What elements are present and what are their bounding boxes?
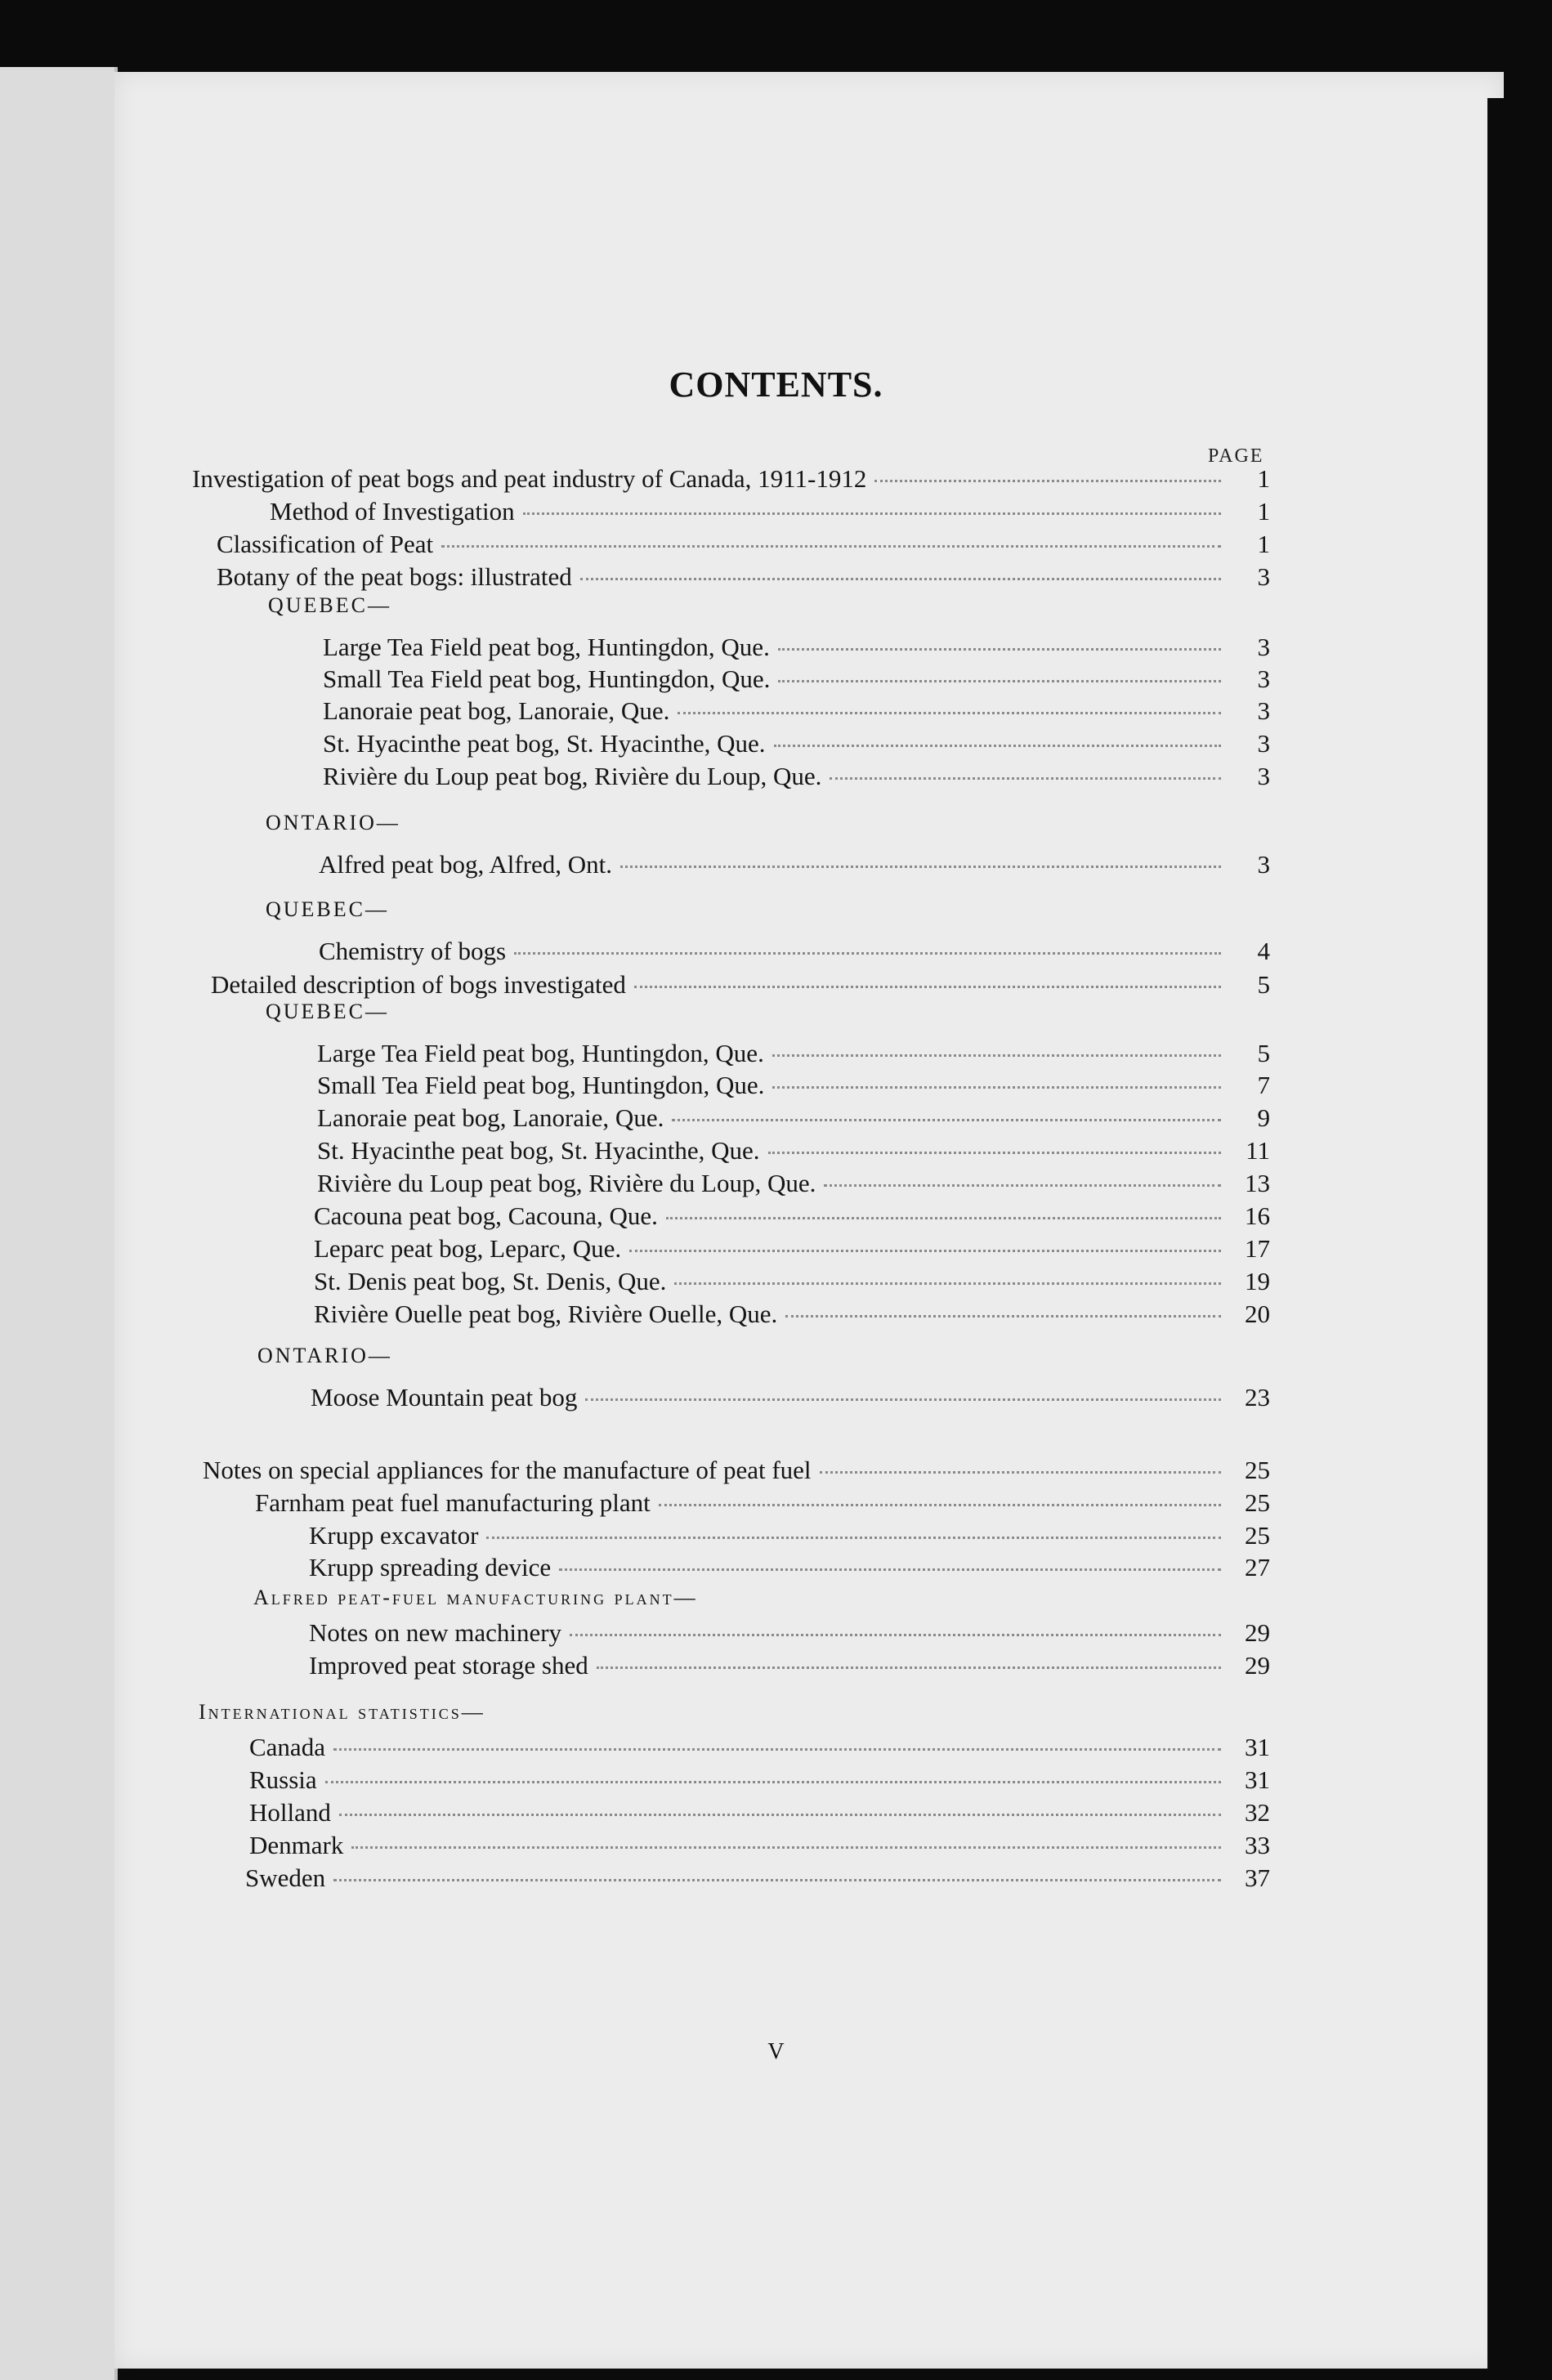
dot-leader (333, 1748, 1221, 1751)
toc-entry-page: 4 (1257, 937, 1270, 965)
dot-leader (523, 512, 1221, 515)
dot-leader (874, 480, 1221, 482)
dot-leader (629, 1250, 1221, 1252)
toc-entry-page: 1 (1257, 464, 1270, 493)
toc-entry (323, 696, 1270, 729)
toc-entry (309, 1553, 1270, 1586)
toc-entry-title: Rivière Ouelle peat bog, Rivière Ouelle, Que. (314, 1300, 778, 1328)
dot-leader (585, 1398, 1221, 1401)
dot-leader (830, 777, 1221, 780)
toc-entry-title: Large Tea Field peat bog, Huntingdon, Que. (317, 1039, 764, 1067)
dot-leader (325, 1781, 1221, 1783)
toc-entry (317, 1136, 1270, 1169)
toc-entry-title: St. Hyacinthe peat bog, St. Hyacinthe, Que. (323, 729, 766, 758)
toc-entry-page: 3 (1257, 729, 1270, 758)
dot-leader (570, 1634, 1221, 1636)
dot-leader (778, 648, 1221, 651)
toc-entry-page: 16 (1245, 1201, 1270, 1230)
toc-entry-title: Russia (249, 1765, 317, 1794)
toc-entry-title: Classification of Peat (217, 530, 434, 558)
dot-leader (351, 1846, 1221, 1849)
toc-entry-page: 31 (1245, 1733, 1270, 1761)
toc-entry-title: Notes on new machinery (309, 1618, 562, 1647)
toc-entry-title: Improved peat storage shed (309, 1651, 588, 1680)
toc-entry (203, 1456, 1270, 1488)
toc-entry (309, 1521, 1270, 1554)
toc-entry (317, 1039, 1270, 1071)
toc-entry (249, 1798, 1270, 1831)
dot-leader (580, 578, 1221, 580)
toc-entry-page: 27 (1245, 1553, 1270, 1581)
toc-entry-title: Lanoraie peat bog, Lanoraie, Que. (317, 1103, 664, 1132)
toc-section-heading: Alfred peat-fuel manufacturing plant— (253, 1586, 698, 1609)
toc-entry-title: Detailed description of bogs investigated (211, 970, 626, 999)
toc-entry (309, 1618, 1270, 1651)
toc-entry-title: Alfred peat bog, Alfred, Ont. (319, 850, 612, 879)
toc-entry-title: Farnham peat fuel manufacturing plant (255, 1488, 651, 1517)
dot-leader (634, 986, 1221, 988)
dot-leader (778, 680, 1221, 682)
toc-entry-page: 1 (1257, 497, 1270, 526)
toc-entry (319, 850, 1270, 883)
toc-entry (319, 937, 1270, 969)
toc-entry-title: Rivière du Loup peat bog, Rivière du Loup, Que. (317, 1169, 816, 1197)
toc-entry (217, 530, 1270, 562)
page-column-label: PAGE (1208, 445, 1264, 467)
toc-entry-page: 29 (1245, 1651, 1270, 1680)
toc-entry-title: Small Tea Field peat bog, Huntingdon, Que. (317, 1071, 765, 1099)
toc-entry-title: Rivière du Loup peat bog, Rivière du Loup, Que. (323, 762, 822, 790)
toc-entry-page: 5 (1257, 1039, 1270, 1067)
toc-entry-page: 17 (1245, 1234, 1270, 1263)
page-title: CONTENTS. (669, 365, 883, 405)
toc-entry (249, 1831, 1270, 1863)
dot-leader (824, 1184, 1221, 1187)
dot-leader (333, 1879, 1221, 1881)
toc-entry-page: 33 (1245, 1831, 1270, 1859)
toc-entry (255, 1488, 1270, 1521)
toc-entry-title: Canada (249, 1733, 325, 1761)
dot-leader (339, 1814, 1221, 1816)
toc-entry-title: Investigation of peat bogs and peat industry of Canada, 1911-1912 (192, 464, 867, 493)
dot-leader (678, 712, 1221, 714)
toc-entry-title: Method of Investigation (270, 497, 515, 526)
dot-leader (768, 1152, 1221, 1154)
toc-section-heading: QUEBEC— (266, 1000, 389, 1023)
toc-entry (245, 1863, 1270, 1896)
toc-entry-title: Denmark (249, 1831, 344, 1859)
toc-entry (317, 1103, 1270, 1136)
dot-leader (785, 1315, 1221, 1318)
toc-entry-title: Lanoraie peat bog, Lanoraie, Que. (323, 696, 670, 725)
dot-leader (774, 745, 1221, 747)
dot-leader (620, 866, 1221, 868)
dot-leader (559, 1568, 1221, 1571)
toc-entry-title: Notes on special appliances for the manufacture of peat fuel (203, 1456, 812, 1484)
toc-entry-page: 37 (1245, 1863, 1270, 1892)
toc-entry-page: 25 (1245, 1521, 1270, 1550)
toc-entry-page: 25 (1245, 1488, 1270, 1517)
dot-leader (772, 1054, 1221, 1057)
toc-entry-page: 3 (1257, 633, 1270, 661)
toc-entry (311, 1383, 1270, 1416)
toc-entry-title: St. Hyacinthe peat bog, St. Hyacinthe, Que. (317, 1136, 760, 1165)
toc-entry-title: Krupp spreading device (309, 1553, 552, 1581)
toc-entry-page: 23 (1245, 1383, 1270, 1411)
dot-leader (514, 952, 1221, 955)
toc-section-heading: ONTARIO— (266, 811, 400, 834)
toc-section-heading: ONTARIO— (257, 1344, 392, 1367)
toc-entry-title: Large Tea Field peat bog, Huntingdon, Que. (323, 633, 770, 661)
toc-entry-page: 13 (1245, 1169, 1270, 1197)
toc-entry (323, 729, 1270, 762)
toc-entry-title: Sweden (245, 1863, 326, 1892)
toc-entry-title: Cacouna peat bog, Cacouna, Que. (314, 1201, 658, 1230)
toc-entry (211, 970, 1270, 1003)
dot-leader (597, 1666, 1221, 1669)
toc-entry-page: 19 (1245, 1267, 1270, 1295)
toc-entry-page: 7 (1257, 1071, 1270, 1099)
toc-entry (323, 664, 1270, 697)
toc-entry (217, 562, 1270, 595)
dot-leader (820, 1471, 1221, 1474)
dot-leader (666, 1217, 1221, 1219)
toc-entry-title: Moose Mountain peat bog (311, 1383, 578, 1411)
toc-entry-page: 3 (1257, 850, 1270, 879)
dot-leader (659, 1504, 1221, 1506)
toc-entry (192, 464, 1270, 497)
page-number: V (767, 2039, 785, 2065)
toc-entry-title: Botany of the peat bogs: illustrated (217, 562, 572, 591)
toc-entry (314, 1300, 1270, 1332)
dot-leader (674, 1282, 1221, 1285)
toc-entry-page: 1 (1257, 530, 1270, 558)
toc-entry-title: Small Tea Field peat bog, Huntingdon, Que. (323, 664, 771, 693)
toc-section-heading: QUEBEC— (266, 897, 389, 921)
toc-entry-page: 11 (1246, 1136, 1270, 1165)
toc-section-heading: QUEBEC— (268, 593, 391, 617)
toc-entry-page: 31 (1245, 1765, 1270, 1794)
toc-entry (270, 497, 1270, 530)
toc-entry (249, 1733, 1270, 1765)
dot-leader (486, 1537, 1221, 1539)
toc-entry (249, 1765, 1270, 1798)
dot-leader (672, 1119, 1221, 1121)
toc-entry (323, 762, 1270, 794)
dot-leader (441, 545, 1221, 548)
toc-entry (323, 633, 1270, 665)
toc-entry-title: Chemistry of bogs (319, 937, 507, 965)
toc-entry-page: 25 (1245, 1456, 1270, 1484)
toc-entry (314, 1267, 1270, 1300)
toc-entry (314, 1201, 1270, 1234)
toc-entry-title: Krupp excavator (309, 1521, 479, 1550)
toc-entry-page: 5 (1257, 970, 1270, 999)
toc-entry-page: 29 (1245, 1618, 1270, 1647)
toc-entry-title: Holland (249, 1798, 331, 1827)
toc-entry-title: St. Denis peat bog, St. Denis, Que. (314, 1267, 667, 1295)
toc-entry (317, 1071, 1270, 1103)
toc-entry (317, 1169, 1270, 1201)
toc-entry-page: 9 (1257, 1103, 1270, 1132)
toc-entry-page: 3 (1257, 562, 1270, 591)
toc-section-heading: International statistics— (199, 1700, 485, 1724)
toc-entry-page: 32 (1245, 1798, 1270, 1827)
toc-entry (314, 1234, 1270, 1267)
toc-entry (309, 1651, 1270, 1684)
toc-entry-title: Leparc peat bog, Leparc, Que. (314, 1234, 622, 1263)
toc-entry-page: 3 (1257, 762, 1270, 790)
dot-leader (772, 1086, 1221, 1089)
toc-entry-page: 3 (1257, 696, 1270, 725)
toc-entry-page: 20 (1245, 1300, 1270, 1328)
toc-entry-page: 3 (1257, 664, 1270, 693)
